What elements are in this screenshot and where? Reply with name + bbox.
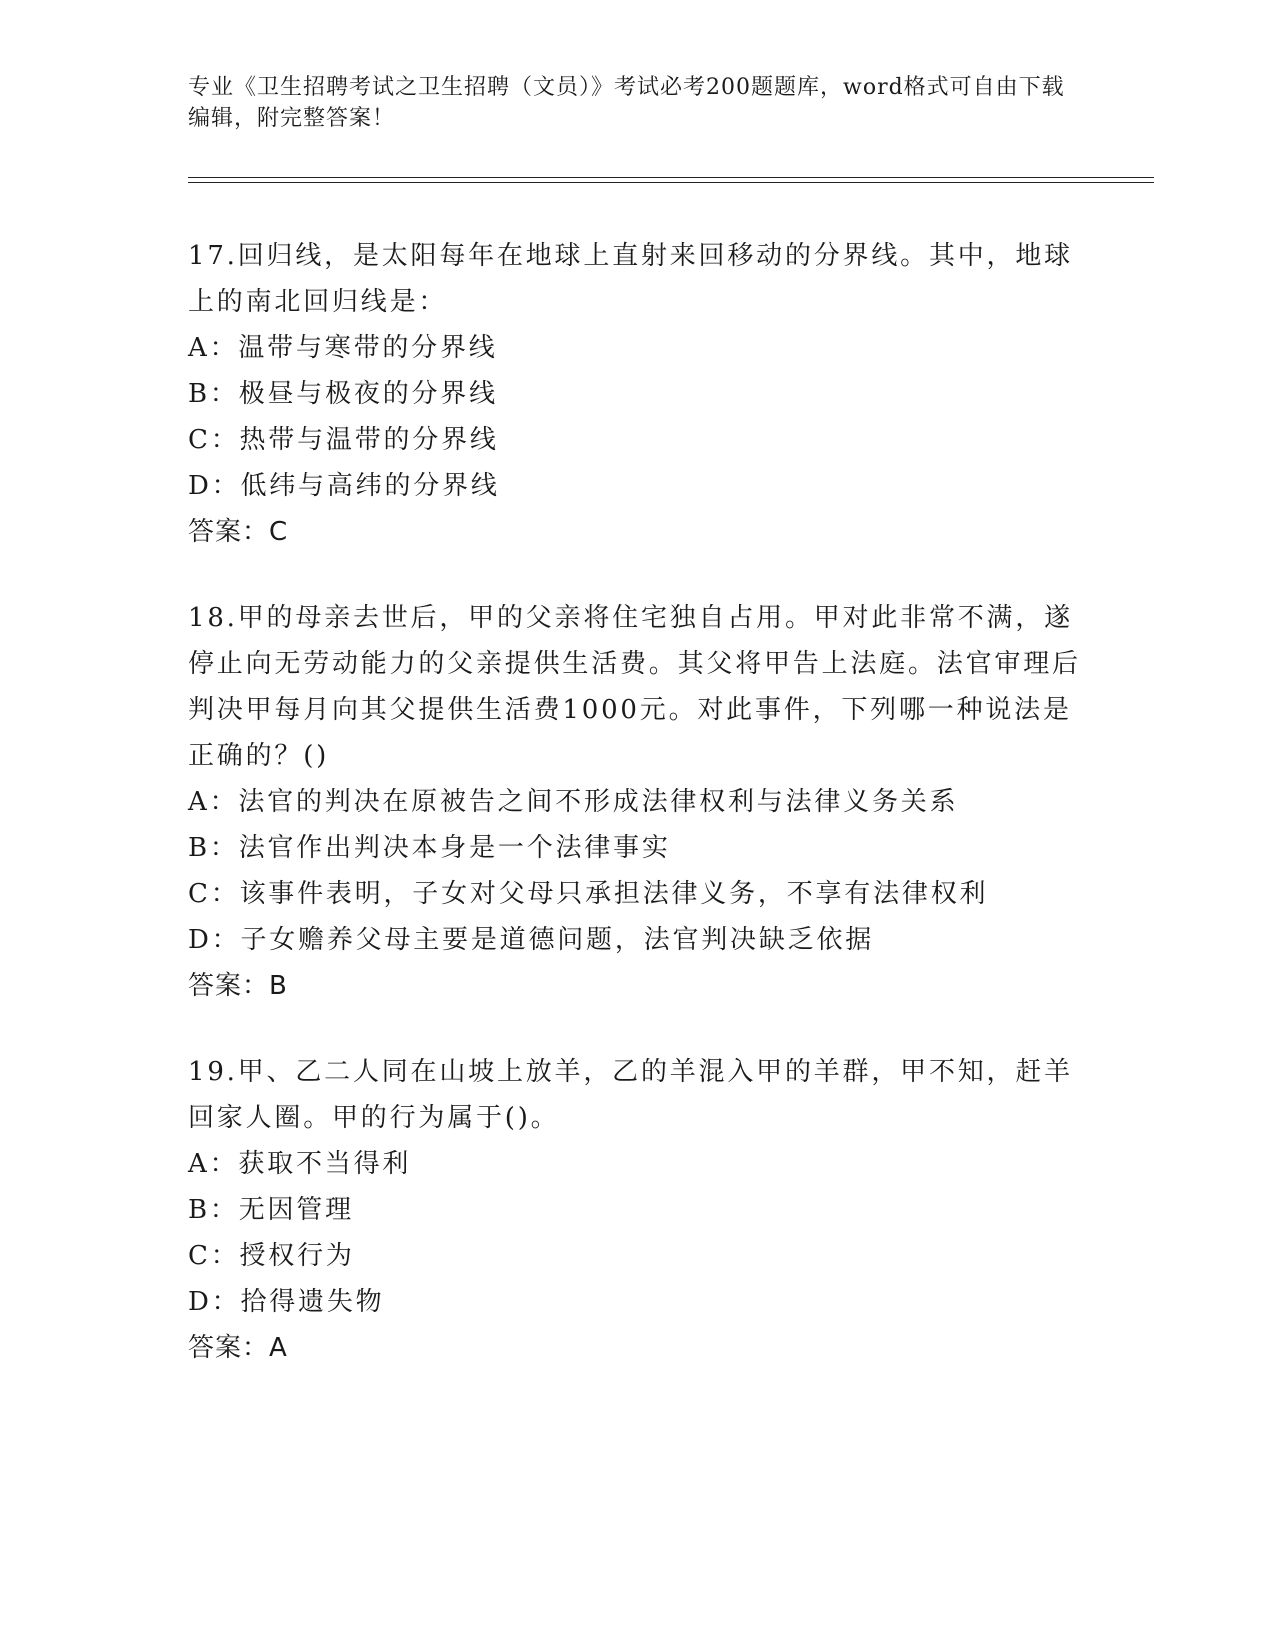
option-c: C：授权行为 bbox=[188, 1241, 355, 1271]
option-d: D：子女赡养父母主要是道德问题，法官判决缺乏依据 bbox=[188, 925, 875, 955]
option-d: D：拾得遗失物 bbox=[188, 1287, 385, 1317]
option-d: D：低纬与高纬的分界线 bbox=[188, 471, 500, 501]
document-header: 专业《卫生招聘考试之卫生招聘（文员）》考试必考200题题库，word格式可自由下载编辑，附完整答案！ bbox=[188, 75, 1065, 131]
option-c: C：热带与温带的分界线 bbox=[188, 425, 499, 455]
answer-line: 答案：B bbox=[188, 971, 288, 1001]
question-19 bbox=[188, 1049, 1088, 1371]
header-divider-top bbox=[188, 177, 1154, 178]
option-a: A：法官的判决在原被告之间不形成法律权利与法律义务关系 bbox=[188, 787, 959, 817]
question-stem: 18.甲的母亲去世后，甲的父亲将住宅独自占用。甲对此非常不满，遂停止向无劳动能力的父亲提供生活费。其父将甲告上法庭。法官审理后判决甲每月向其父提供生活费1000元。对此事件，下列哪一种说法是正确的？() bbox=[188, 603, 1081, 771]
option-a: A：获取不当得利 bbox=[188, 1149, 412, 1179]
question-stem: 19.甲、乙二人同在山坡上放羊，乙的羊混入甲的羊群，甲不知，赶羊回家人圈。甲的行为属于()。 bbox=[188, 1057, 1073, 1133]
answer-line: 答案：A bbox=[188, 1333, 288, 1363]
option-b: B：法官作出判决本身是一个法律事实 bbox=[188, 833, 671, 863]
question-17 bbox=[188, 233, 1088, 555]
answer-line: 答案：C bbox=[188, 517, 289, 547]
option-a: A：温带与寒带的分界线 bbox=[188, 333, 498, 363]
question-18 bbox=[188, 595, 1088, 1009]
option-b: B：无因管理 bbox=[188, 1195, 354, 1225]
header-divider-bottom bbox=[188, 182, 1154, 183]
question-stem: 17.回归线，是太阳每年在地球上直射来回移动的分界线。其中，地球上的南北回归线是： bbox=[188, 241, 1073, 317]
option-c: C：该事件表明，子女对父母只承担法律义务，不享有法律权利 bbox=[188, 879, 989, 909]
option-b: B：极昼与极夜的分界线 bbox=[188, 379, 498, 409]
